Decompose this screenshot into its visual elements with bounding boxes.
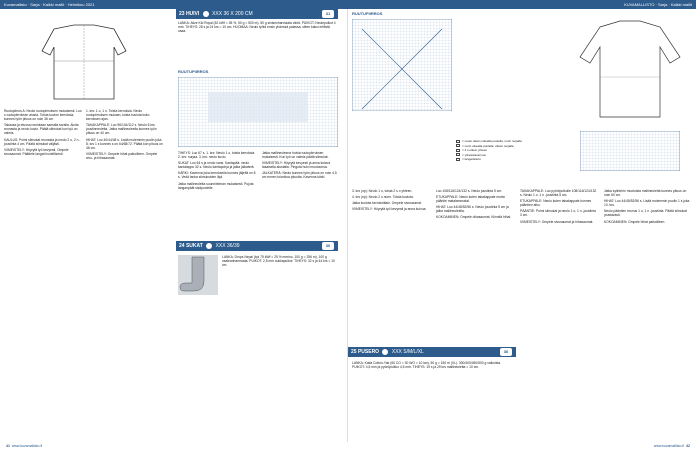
stitch-symbol-icon xyxy=(456,158,460,161)
paragraph: 3. krs (op): Neulo 1 o, toista 2 s o yhteen. xyxy=(352,189,413,193)
left-col-4 xyxy=(262,151,340,182)
chart-label: RUUTUPIIRROS xyxy=(352,11,383,16)
section-title: 24 SUKAT xyxy=(179,243,203,249)
left-col-3 xyxy=(178,151,256,192)
section-24-text: LANKA: Drops Nepal (kpl 75 kWf = 25 % merino, 100 g = 256 m). 100 g vaaleanharmaata. PUIKOT: 2,5 mm sukkapuikot. TIHEYS: 32 s ja 44 krs = 10 cm. xyxy=(222,255,335,268)
paragraph: 4. krs (np): Neulo 2 o nurin. Toista kuviota. xyxy=(352,195,414,200)
legend-text: = ylivetokavennus xyxy=(462,152,486,157)
paragraph: SUKAT: Luo 64 s ja neulo varsi. Kantapää: neulo kantalappu 32 s. Neulo kantapohja ja jatka jalkaterä. xyxy=(178,161,255,170)
chart-legend xyxy=(456,139,566,162)
left-page xyxy=(0,9,348,442)
top-bar xyxy=(0,0,696,9)
paragraph: Jatka kuviota kerroksittain. Ompele sivusaumat. xyxy=(352,201,422,206)
page-number: 42 xyxy=(686,444,690,448)
stitch-symbol-icon xyxy=(456,153,460,156)
section-25-header xyxy=(348,347,516,357)
section-subtitle: XXX 36/39 xyxy=(215,243,240,249)
section-count: 36 xyxy=(500,348,512,356)
stitch-symbol-icon xyxy=(456,144,460,147)
section-subtitle: XXX S/M/L/XL xyxy=(391,349,424,355)
chart-label: RUUTUPIIRROS xyxy=(178,69,209,74)
left-col-2 xyxy=(86,109,164,162)
knit-chart-grid xyxy=(178,77,338,147)
legend-text: = nurin oikealla puolella, oikein nurjalla xyxy=(462,143,514,148)
paragraph: HIHAT: Luo 44/48/52/56 s. Lisää molemmin puolin 1 s joka 10. krs. xyxy=(604,199,690,208)
paragraph: Neulo pääntien reunus 1 o, 1 n -joustinta. Päätä silmukat joustavasti. xyxy=(604,209,687,218)
paragraph: KOKOAMINEN: Ompele olkasaumat. Kiinnitä hihat. xyxy=(436,215,512,220)
section-title: 23 HUIVI xyxy=(179,11,200,17)
paragraph: TIHEYS: Luo 67 s. 1. krs: Neulo 1 o, toista kerroksia. 2. krs: nurjaa. 3. krs: neulo kuvio. xyxy=(178,151,256,160)
knit-chart-grid-small xyxy=(580,131,680,171)
right-col-3 xyxy=(520,189,598,226)
header-right: KUVAMALLISTO · Sarja · Kaikki mallit xyxy=(624,2,692,7)
paragraph: HIHAT: Luo 40/44/48 s. Lisää molemmin puolin joka 8. krs 1 s kunnes s on 64/68/72. Päätä kun pituus on 46 cm. xyxy=(86,137,163,150)
section-count: 30 xyxy=(322,242,334,250)
right-page xyxy=(348,9,696,442)
paragraph: Luo 108/116/124/132 s. Neulo joustinta 5 cm. xyxy=(436,189,503,193)
dot-icon xyxy=(206,243,212,249)
paragraph: KÄRKI: Kavenna joka kerroksella kunnes jäljellä on 8 s. Vedä lanka silmukoiden läpi. xyxy=(178,171,256,180)
paragraph: HIHAT: Luo 44/48/52/56 s. Neulo joustinta 5 cm ja jatka mallineuleella. xyxy=(436,205,509,214)
legend-text: = langankierto xyxy=(462,157,481,161)
paragraph: Jatka sylinterin muotoista mallineuletta kunnes pituus on noin 60 cm. xyxy=(604,189,687,198)
paragraph: Ruutupiirros A: Neulo ruutupiirroksen mukaisesti. Luo s ruutupiirroksen alusta. Toista kuvion kerroksia, kunnes työn pituus on noin 36 cm. xyxy=(4,109,82,122)
paragraph: VIIMEISTELY: Höyrytä työ kevyesti. Ompele sivusaumat. Päättele langat huolellisesti. xyxy=(4,147,69,156)
stitch-symbol-icon xyxy=(456,149,460,152)
footer-right xyxy=(654,442,690,450)
legend-item xyxy=(456,157,566,162)
paragraph: VIIMEISTELY: Höyrytä kevyesti ja anna kuivua tasaisella alustalla. Pingota huivi muotoonsa. xyxy=(262,161,331,170)
dot-icon xyxy=(382,349,388,355)
right-col-2 xyxy=(436,189,514,222)
paragraph: Takaosa ja etuosa neulotaan samalla tavalla. Aloita reunasta ja neulo kuvio. Päätä silmukat kun työ on valmis. xyxy=(4,123,79,136)
right-col-1 xyxy=(352,189,430,213)
paragraph: PÄÄNTIE: Poimi silmukat ja neulo 1 o, 1 n -joustinta 3 cm. xyxy=(520,209,596,218)
paragraph: KOKOAMINEN: Ompele hihat paikoilleen. xyxy=(604,219,666,224)
sweater-schematic xyxy=(14,21,164,103)
paragraph: Jatka mallineuletta suunnitelman mukaisesti. Pujota langanpäät sisäpuolelle. xyxy=(178,181,254,190)
dot-icon xyxy=(203,11,209,17)
paragraph: JALKATERÄ: Neulo kunnes työn pituus on noin 4,5 cm ennen toivottua pituutta. Kavenna kärki. xyxy=(262,171,337,180)
paragraph: VIIMEISTELY: Ompele hihat paikoilleen. Ompele sivu- ja hihasaumat. xyxy=(86,151,158,160)
section-title: 25 PUSERO xyxy=(351,349,380,355)
paragraph: Jatka mallineuleena huivia ruutupiirroksen mukaisesti. Kun työ on valmis päätä silmukat. xyxy=(262,151,329,160)
legend-text: = neulo oikein oikealla puolella, nurin nurjalla xyxy=(462,139,522,143)
section-25-text: LANKA: Katia Cotton-Yak (60 CO = 30 WO = 10 lan), 50 g = 150 m (XL). 300/400/450/500 g valkoista. PUIKOT: 4,5 mm ja pyöröpuikko 4,5 mm. TIHEYS: 19 s ja 29 krs mallineuletta = 10 cm. xyxy=(352,361,502,370)
footer-left xyxy=(6,442,42,450)
page-number: 41 xyxy=(6,444,10,448)
right-col-4 xyxy=(604,189,692,226)
legend-text: = 2 s oikein yhteen xyxy=(462,148,488,152)
sweater-schematic xyxy=(570,17,690,127)
paragraph: TAKAKAPPALE: Luo pyöröpuikolle 108/116/124/132 s. Neulo 1 o, 1 n -joustinta 5 cm. xyxy=(520,189,597,198)
left-col-1 xyxy=(4,109,82,158)
footer-text: www.kuvamallisto.fi xyxy=(653,444,685,448)
section-23-text: LANKA: Alize Kid Royal (62 kWf = 38 %, 50 g = 500 m). 50 g sinisenharmaata väriä. PUIKOT: Neulepuikot 4 mm. TIHEYS: 28 s ja 24 krs = 10 cm. HUOMAA: Neulo työtä ensin yhdessä palassa, sitten kaksi erillistä osaa. xyxy=(178,21,336,34)
knit-chart-grid xyxy=(352,19,452,111)
paragraph: KAULUS: Poimi silmukat reunasta ja neulo 2 o, 2 n -joustinta 4 cm. Päätä silmukat väljästi. xyxy=(4,137,81,146)
paragraph: TAKAKAPPALE: Luo 96/104/112 s. Neulo 6 krs joustinneuletta. Jatka mallineuleella kunnes työn pituus on 40 cm. xyxy=(86,123,157,136)
paragraph: ETUKAPPALE: Neulo kuten takakappale mutta pääntie matalammaksi. xyxy=(436,195,505,204)
paragraph: VIIMEISTELY: Höyrytä työ kevyesti ja anna kuivua. xyxy=(352,207,427,212)
section-count: 31 xyxy=(322,10,334,18)
paragraph: 1. krs: 1 o, 1 n. Toista kerroksia. Neulo ruutupiirroksen mukaan, toista kuviota koko kerroksen ajan. xyxy=(86,109,150,122)
paragraph: VIIMEISTELY: Ompele sivusaumat ja hihasaumat. xyxy=(520,219,594,224)
header-left: Kuvamallisto · Sarja · Kaikki mallit · Helmikuu 2021 xyxy=(4,2,95,7)
sock-image xyxy=(178,255,218,295)
paragraph: ETUKAPPALE: Neulo kuten takakappale kunnes pääntien alku. xyxy=(520,199,592,208)
section-23-header xyxy=(176,9,338,19)
footer-text: www.kuvamallisto.fi xyxy=(11,444,43,448)
stitch-symbol-icon xyxy=(456,140,460,143)
section-subtitle: XXX 36 X 200 CM xyxy=(212,11,253,17)
section-24-header xyxy=(176,241,338,251)
sock-icon xyxy=(178,255,218,295)
